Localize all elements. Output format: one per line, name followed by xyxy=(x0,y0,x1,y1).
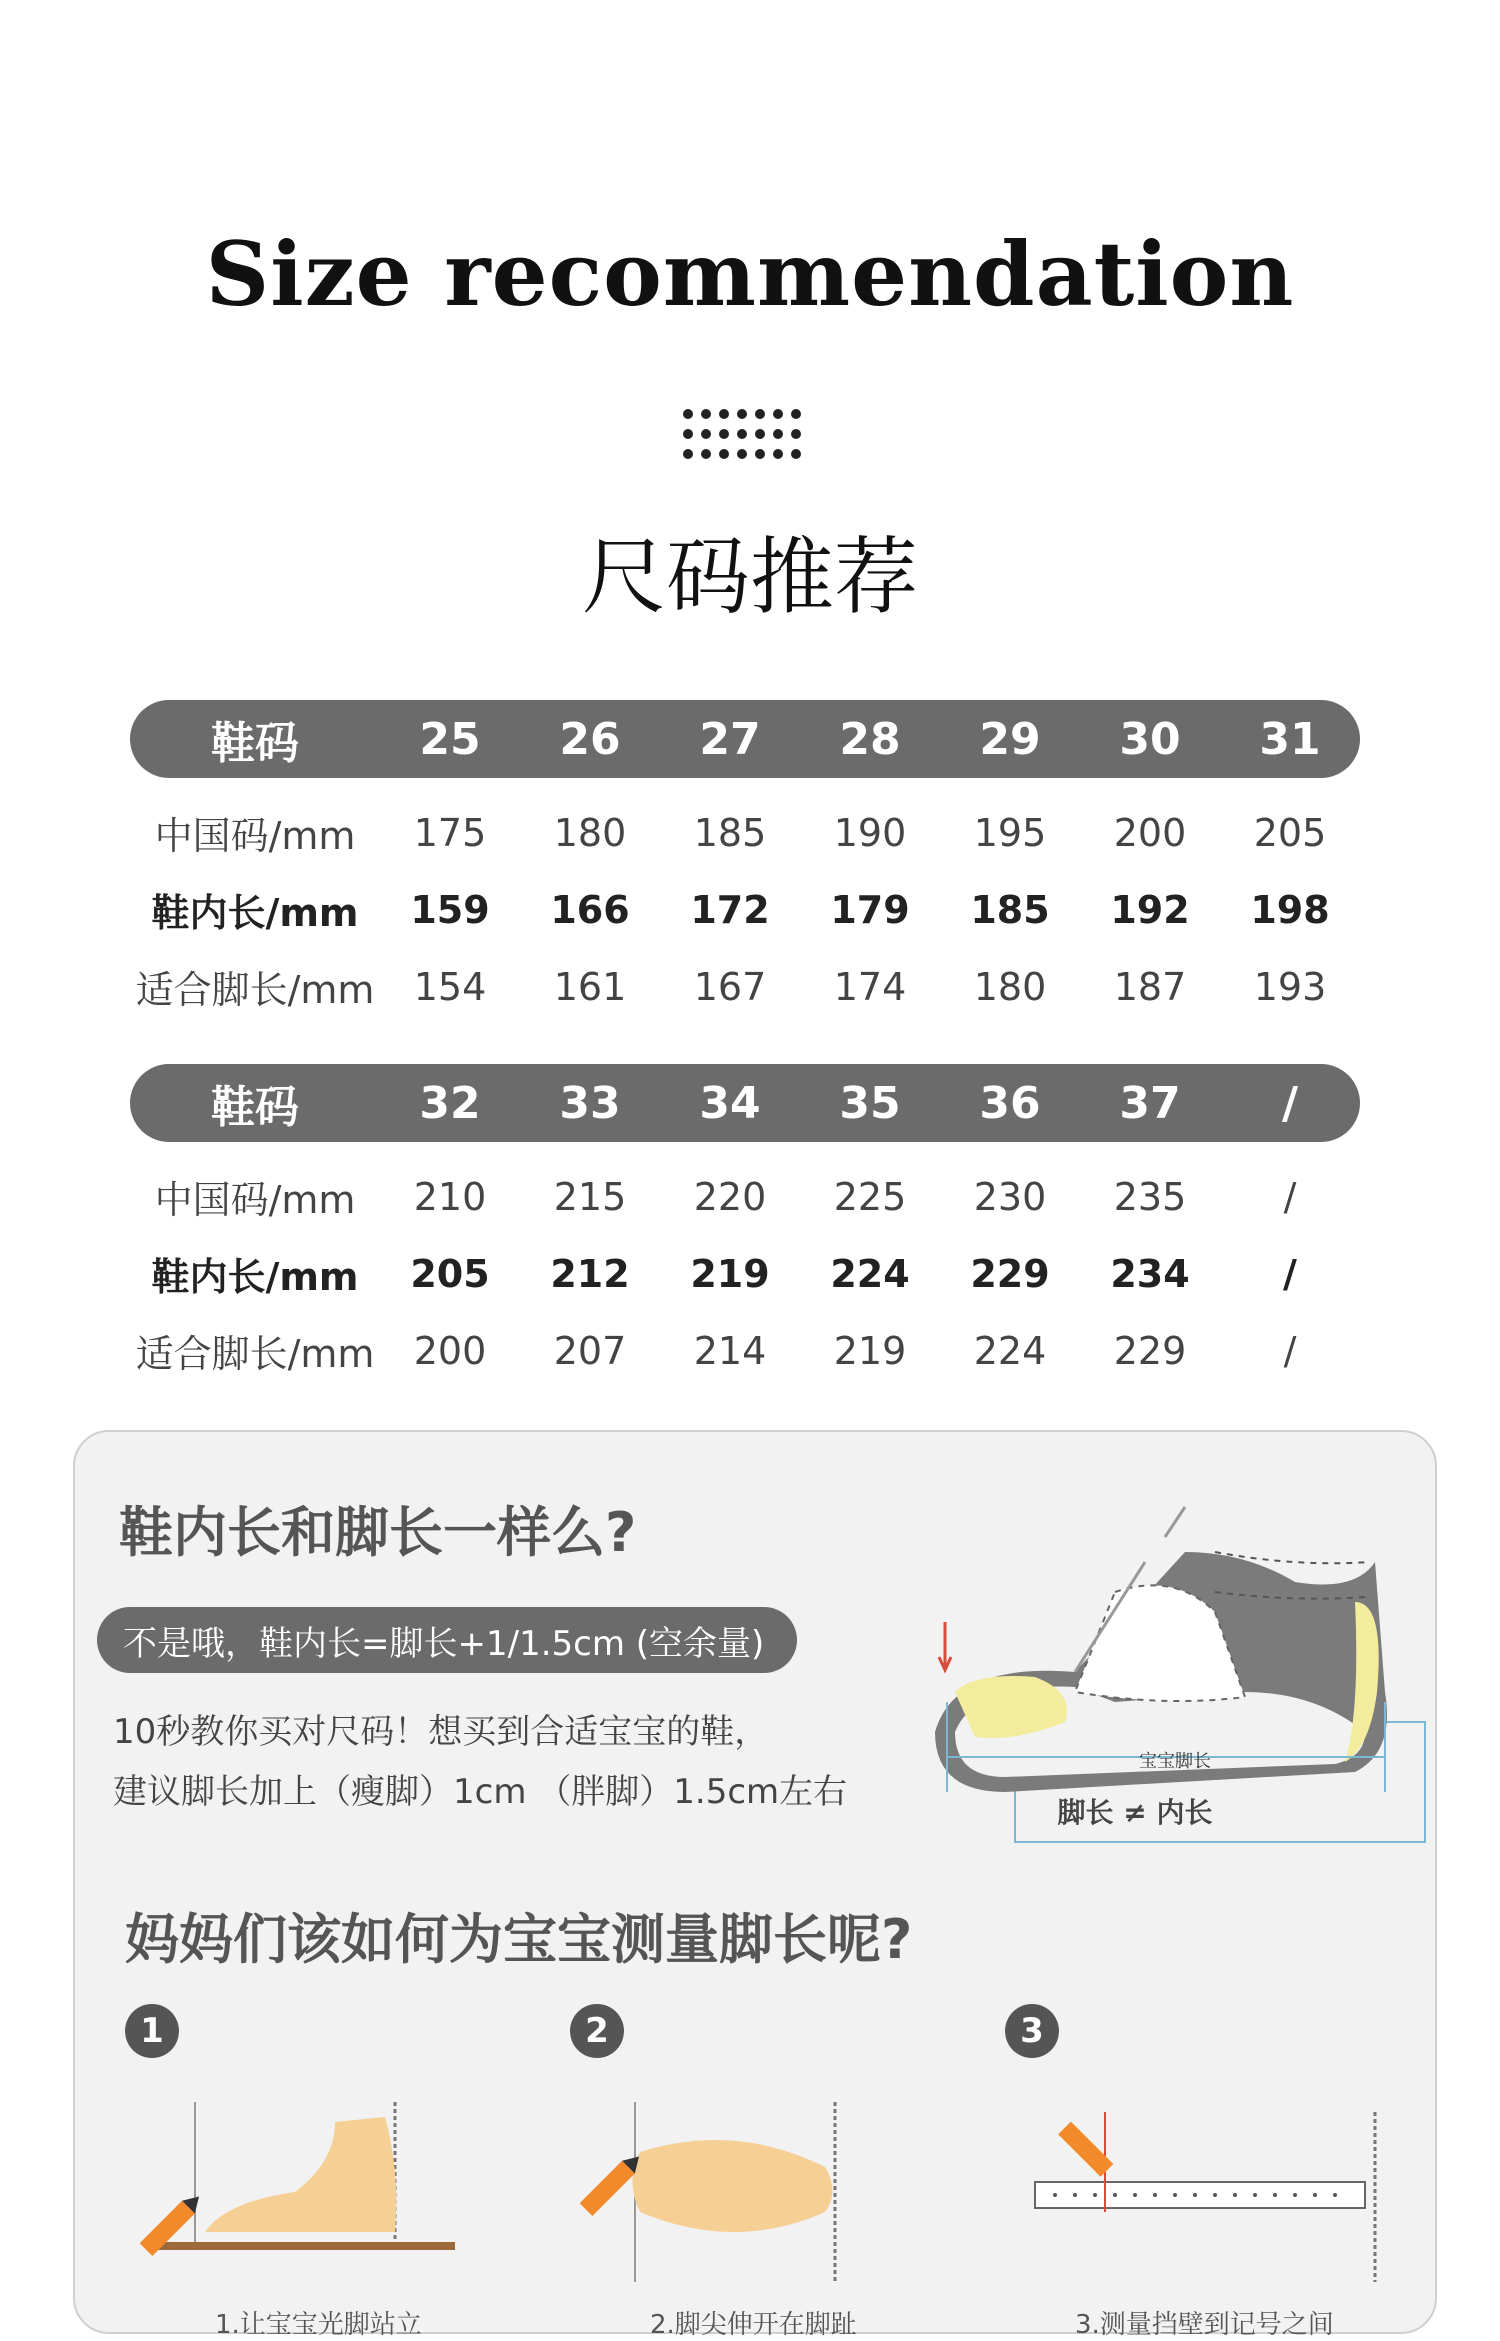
step-caption: 3.测量挡壁到记号之间 xyxy=(1075,2310,1334,2340)
table-cell: 200 xyxy=(413,1328,487,1373)
table-cell: 179 xyxy=(830,887,910,932)
table-cell: / xyxy=(1283,1174,1297,1219)
table-cell: 229 xyxy=(1113,1328,1187,1373)
table-cell: 159 xyxy=(410,887,490,932)
row-label: 适合脚长/mm xyxy=(135,1332,375,1376)
table-cell: 230 xyxy=(973,1174,1047,1219)
table-cell: 175 xyxy=(413,810,487,855)
table-cell: 220 xyxy=(693,1174,767,1219)
table-cell: 195 xyxy=(973,810,1047,855)
table-cell: 185 xyxy=(693,810,767,855)
row-label: 鞋内长/mm xyxy=(151,1255,359,1299)
size-cell: 27 xyxy=(699,713,761,765)
table-cell: 224 xyxy=(973,1328,1047,1373)
size-cell: 35 xyxy=(839,1077,901,1129)
table-cell: 205 xyxy=(1253,810,1327,855)
row-label: 适合脚长/mm xyxy=(135,968,375,1012)
step-caption: 2.脚尖伸开在脚趾 xyxy=(650,2310,857,2340)
size-cell: 30 xyxy=(1119,713,1181,765)
table-row xyxy=(130,871,1360,948)
table-cell: 207 xyxy=(553,1328,627,1373)
table-cell: 174 xyxy=(833,964,907,1009)
step-number-badge: 3 xyxy=(1005,2004,1059,2058)
table-cell: 190 xyxy=(833,810,907,855)
size-cell: 37 xyxy=(1119,1077,1181,1129)
table-cell: 193 xyxy=(1253,964,1327,1009)
table-cell: / xyxy=(1283,1328,1297,1373)
table-cell: 198 xyxy=(1250,887,1330,932)
table-cell: 214 xyxy=(693,1328,767,1373)
size-cell: 28 xyxy=(839,713,901,765)
table-header xyxy=(130,700,1360,778)
table-cell: 154 xyxy=(413,964,487,1009)
table-cell: 185 xyxy=(970,887,1050,932)
title-chinese: 尺码推荐 xyxy=(581,528,918,626)
table-cell: 234 xyxy=(1110,1251,1190,1296)
shoe-cross-section-illustration xyxy=(915,1492,1435,1872)
table-cell: 180 xyxy=(973,964,1047,1009)
size-cell: 31 xyxy=(1259,713,1321,765)
table-cell: 215 xyxy=(553,1174,627,1219)
table-cell: / xyxy=(1283,1251,1297,1296)
size-cell: / xyxy=(1281,1077,1299,1129)
table-row xyxy=(130,1158,1360,1235)
table-cell: 212 xyxy=(550,1251,630,1296)
size-cell: 34 xyxy=(699,1077,761,1129)
dots-divider-icon xyxy=(682,406,806,462)
foot-top-illustration xyxy=(555,2082,935,2292)
step-caption: 1.让宝宝光脚站立 xyxy=(215,2310,422,2340)
size-cell: 36 xyxy=(979,1077,1041,1129)
table-cell: 224 xyxy=(830,1251,910,1296)
size-table-1 xyxy=(130,700,1360,1025)
table-cell: 235 xyxy=(1113,1174,1187,1219)
table-row xyxy=(130,794,1360,871)
table-row xyxy=(130,1312,1360,1389)
table-cell: 180 xyxy=(553,810,627,855)
measurement-info-panel xyxy=(73,1430,1437,2340)
table-cell: 187 xyxy=(1113,964,1187,1009)
table-cell: 205 xyxy=(410,1251,490,1296)
table-cell: 200 xyxy=(1113,810,1187,855)
shoe-label: 脚长 ≠ 内长 xyxy=(1057,1796,1213,1829)
row-label: 中国码/mm xyxy=(154,814,356,858)
table-cell: 167 xyxy=(693,964,767,1009)
table-cell: 219 xyxy=(833,1328,907,1373)
tip-text-line1: 10秒教你买对尺码！想买到合适宝宝的鞋， xyxy=(113,1712,769,1752)
row-label: 中国码/mm xyxy=(154,1178,356,1222)
table-cell: 166 xyxy=(550,887,630,932)
table-row xyxy=(130,1235,1360,1312)
foot-side-illustration xyxy=(115,2082,495,2292)
row-label: 鞋内长/mm xyxy=(151,891,359,935)
table-cell: 172 xyxy=(690,887,770,932)
size-cell: 25 xyxy=(419,713,481,765)
step-number-badge: 1 xyxy=(125,2004,179,2058)
table-cell: 219 xyxy=(690,1251,770,1296)
table-header xyxy=(130,1064,1360,1142)
header-label: 鞋码 xyxy=(211,718,299,769)
size-cell: 26 xyxy=(559,713,621,765)
ruler-illustration xyxy=(995,2082,1395,2292)
size-cell: 29 xyxy=(979,713,1041,765)
table-cell: 161 xyxy=(553,964,627,1009)
header-label: 鞋码 xyxy=(211,1082,299,1133)
table-cell: 225 xyxy=(833,1174,907,1219)
question-heading: 鞋内长和脚长一样么? xyxy=(119,1501,637,1564)
shoe-label-small: 宝宝脚长 xyxy=(1139,1751,1211,1772)
size-cell: 33 xyxy=(559,1077,621,1129)
question-heading-2: 妈妈们该如何为宝宝测量脚长呢? xyxy=(125,1908,913,1971)
tip-text-line2: 建议脚长加上（瘦脚）1cm （胖脚）1.5cm左右 xyxy=(113,1772,848,1812)
step-number-badge: 2 xyxy=(570,2004,624,2058)
table-cell: 192 xyxy=(1110,887,1190,932)
title-english: Size recommendation xyxy=(205,222,1295,326)
table-cell: 210 xyxy=(413,1174,487,1219)
size-cell: 32 xyxy=(419,1077,481,1129)
table-cell: 229 xyxy=(970,1251,1050,1296)
size-table-2 xyxy=(130,1064,1360,1389)
table-row xyxy=(130,948,1360,1025)
answer-pill: 不是哦，鞋内长=脚长+1/1.5cm (空余量) xyxy=(97,1607,797,1673)
